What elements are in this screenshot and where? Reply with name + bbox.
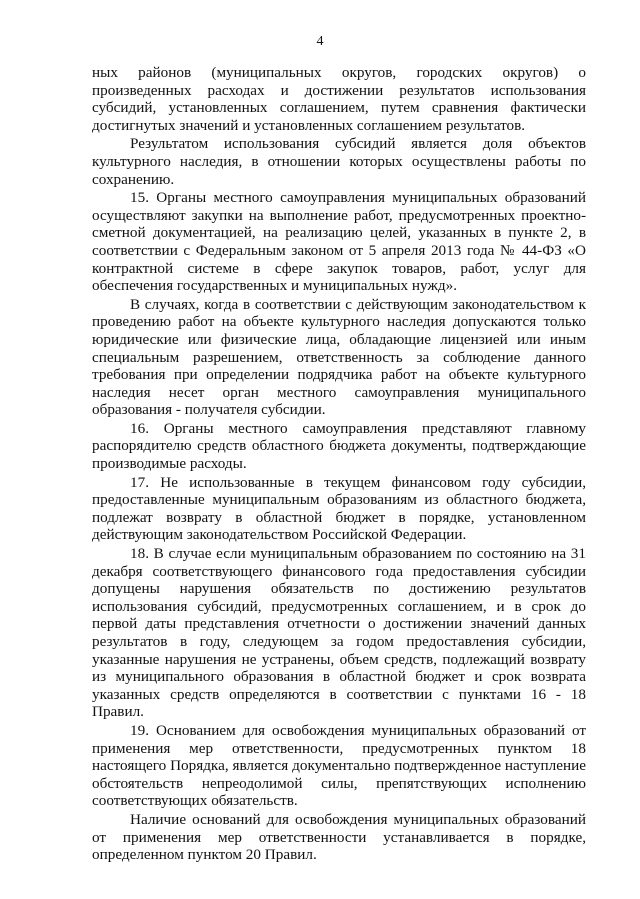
paragraph-item-17: 17. Не использованные в текущем финансовом году субсидии, предоставленные муниципальным образованиям из областного бюджета, подлежат возврату в областной бюджет в порядке, установленном действующим законодательством Российской Федерации. <box>92 473 586 544</box>
paragraph-item-15: 15. Органы местного самоуправления муниципальных образований осуществляют закупки на выполнение работ, предусмотренных проектно-сметной документацией, на реализацию целей, указанных в пункте 2, в соответствии с Федеральным законом от 5 апреля 2013 года № 44-ФЗ «О контрактной системе в сфере закупок товаров, работ, услуг для обеспечения государственных и муниципальных нужд». <box>92 189 586 295</box>
paragraph-result-indicator: Результатом использования субсидий является доля объектов культурного наследия, в отношении которых осуществлены работы по сохранению. <box>92 135 586 188</box>
paragraph-continuation: ных районов (муниципальных округов, городских округов) о произведенных расходах и достижении результатов использования субсидий, установленных соглашением, путем сравнения фактически достигнутых значений и установленных соглашением результатов. <box>92 64 586 134</box>
paragraph-item-16: 16. Органы местного самоуправления представляют главному распорядителю средств областного бюджета документы, подтверждающие производимые расходы. <box>92 419 586 473</box>
paragraph-item-19: 19. Основанием для освобождения муниципальных образований от применения мер ответственности, предусмотренных пунктом 18 настоящего Порядка, является документально подтвержденное наступление обстоятельств непреодолимой силы, препятствующих исполнению соответствующих обязательств. <box>92 721 586 810</box>
paragraph-licensing: В случаях, когда в соответствии с действующим законодательством к проведению работ на объекте культурного наследия допускаются только юридические или физические лица, обладающие лицензией или иным специальным разрешением, ответственность за соблюдение данного требования при определении подрядчика работ на объекте культурного наследия несет орган местного самоуправления муниципального образования - получателя субсидии. <box>92 295 586 419</box>
paragraph-item-18: 18. В случае если муниципальным образованием по состоянию на 31 декабря соответствующего финансового года предоставления субсидии допущены нарушения обязательств по достижению результатов использования субсидий, предусмотренных соглашением, и в срок до первой даты представления отчетности о достижении значений данных результатов в году, следующем за годом предоставления субсидии, указанные нарушения не устранены, объем средств, подлежащий возврату из муниципального образования в областной бюджет и срок возврата указанных средств определяются в соответствии с пунктами 16 - 18 Правил. <box>92 545 586 721</box>
paragraph-exemption-grounds: Наличие оснований для освобождения муниципальных образований от применения мер ответственности устанавливается в порядке, определенном пунктом 20 Правил. <box>92 810 586 864</box>
page-number: 4 <box>316 34 324 49</box>
document-body <box>92 64 586 864</box>
